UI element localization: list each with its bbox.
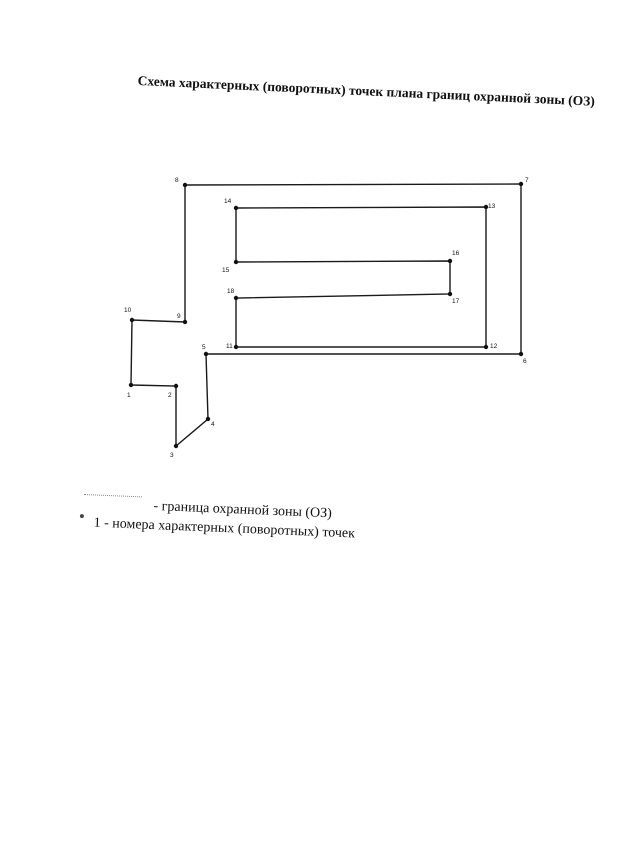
point-label-16: 16 bbox=[452, 250, 460, 257]
point-marker-8 bbox=[183, 183, 187, 187]
point-marker-16 bbox=[448, 259, 452, 263]
point-marker-5 bbox=[204, 352, 208, 356]
point-label-2: 2 bbox=[168, 392, 172, 399]
point-label-3: 3 bbox=[170, 452, 174, 459]
point-label-1: 1 bbox=[127, 392, 131, 399]
point-marker-12 bbox=[484, 345, 488, 349]
page-title: Схема характерных (поворотных) точек плана границ охранной зоны (ОЗ) bbox=[137, 73, 596, 109]
point-markers bbox=[129, 182, 523, 448]
point-marker-11 bbox=[234, 345, 238, 349]
point-label-18: 18 bbox=[227, 288, 235, 295]
point-marker-10 bbox=[130, 318, 134, 322]
point-label-11: 11 bbox=[226, 343, 233, 350]
point-label-10: 10 bbox=[124, 307, 132, 314]
point-label-12: 12 bbox=[490, 343, 498, 350]
point-marker-9 bbox=[183, 320, 187, 324]
point-label-5: 5 bbox=[202, 344, 206, 351]
point-marker-14 bbox=[234, 206, 238, 210]
point-marker-1 bbox=[129, 383, 133, 387]
legend-points-text: 1 - номера характерных (поворотных) точек bbox=[93, 515, 356, 542]
outer-boundary-line bbox=[131, 184, 521, 446]
point-label-15: 15 bbox=[222, 267, 230, 274]
point-marker-3 bbox=[174, 444, 178, 448]
point-marker-2 bbox=[174, 384, 178, 388]
point-label-9: 9 bbox=[177, 313, 181, 320]
point-label-7: 7 bbox=[525, 177, 529, 184]
point-marker-4 bbox=[206, 417, 210, 421]
point-marker-15 bbox=[234, 260, 238, 264]
point-label-4: 4 bbox=[211, 421, 215, 428]
point-label-17: 17 bbox=[452, 298, 460, 305]
point-label-14: 14 bbox=[224, 198, 232, 205]
point-marker-17 bbox=[448, 292, 452, 296]
point-marker-6 bbox=[519, 352, 523, 356]
point-label-6: 6 bbox=[523, 358, 527, 365]
inner-boundary-line bbox=[236, 207, 486, 347]
point-marker-18 bbox=[234, 296, 238, 300]
point-label-13: 13 bbox=[488, 203, 496, 210]
point-label-8: 8 bbox=[175, 177, 179, 184]
legend-boundary-text: - граница охранной зоны (ОЗ) bbox=[153, 498, 333, 522]
point-marker-7 bbox=[519, 182, 523, 186]
